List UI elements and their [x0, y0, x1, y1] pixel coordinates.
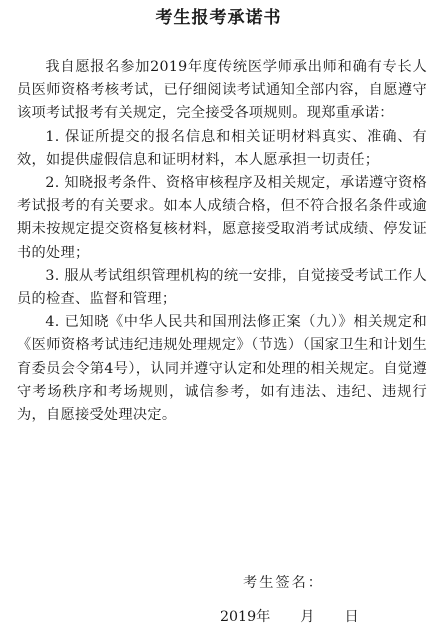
pledge-item-3: 3. 服从考试组织管理机构的统一安排，自觉接受考试工作人员的检查、监督和管理；	[17, 267, 427, 308]
pledge-item-4: 4. 已知晓《中华人民共和国刑法修正案（九）》相关规定和《医师资格考试违纪违规处理规定》（节选）（国家卫生和计划生育委员会令第4号），认同并遵守认定和处理的相关规定。自觉遵守考场秩序和考场规则，诚信参考，如有违法、违纪、违规行为，自愿接受处理决定。	[17, 314, 427, 424]
pledge-item-2: 2. 知晓报考条件、资格审核程序及相关规定，承诺遵守资格考试报考的有关要求。如本人成绩合格，但不符合报名条件或逾期未按规定提交资格复核材料，愿意接受取消考试成绩、停发证书的处理；	[17, 175, 427, 261]
date-year: 2019年	[220, 609, 271, 625]
intro-paragraph: 我自愿报名参加2019年度传统医学师承出师和确有专长人员医师资格考核考试，已仔细阅读考试通知全部内容，自愿遵守该项考试报考有关规定，完全接受各项规则。现郑重承诺：	[17, 59, 427, 122]
signature-label: 考生签名：	[243, 575, 324, 591]
pledge-item-1: 1. 保证所提交的报名信息和相关证明材料真实、准确、有效，如提供虚假信息和证明材料，本人愿承担一切责任；	[17, 128, 427, 168]
document-body	[17, 56, 427, 427]
date-month: 月	[300, 609, 315, 625]
date-day: 日	[344, 609, 359, 625]
date-line	[220, 606, 359, 626]
document-title: 考生报考承诺书	[155, 8, 282, 28]
